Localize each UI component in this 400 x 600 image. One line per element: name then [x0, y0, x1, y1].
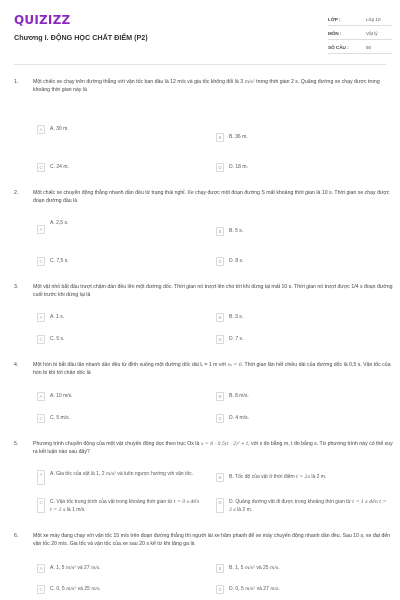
question-number: 5. — [14, 441, 19, 447]
math-expression: m/s² — [244, 80, 255, 85]
quizizz-logo: QUIZIZZ — [14, 13, 71, 27]
worksheet-meta — [328, 14, 392, 56]
question-text: Một chiếc xe chạy trên đường thẳng với vận tốc ban đầu là 12 m/s và gia tốc không đổi là 3 m/s² trong thời gian 2 s. Quãng đường xe chạy được trong khoảng thời gian này là — [33, 79, 380, 93]
meta-label: LỚP : — [328, 17, 341, 22]
question-number: 6. — [14, 533, 19, 539]
math-expression: v₀ = 0 — [227, 363, 242, 368]
question-number: 2. — [14, 190, 19, 196]
meta-row-class — [328, 14, 392, 26]
meta-value: Lớp 10 — [366, 17, 381, 22]
question-text: Một xe máy đang chạy với vận tốc 15 m/s trên đoạn đường thẳng thì người lái xe hãm phanh để xe máy chuyển động nhanh dần đều. Sau 10 s, xe đạt đến vận tốc 20 m/s. Gia tốc và vận tốc của xe sau 20 s kể từ khi tăng ga là — [33, 533, 391, 547]
question-text: Phương trình chuyển động của một vật chuyển động dọc theo trục Ox là x = 8 - 0,5(t - 2)² + t, với x đo bằng m, t đo bằng s. Từ phương trình này có thể suy ra kết luận nào sau đây? — [33, 441, 393, 455]
question-text: Một vật nhỏ bắt đầu trượt chậm dần đều lên một đường dốc. Thời gian nó trượt lên cho tới khi dừng lại mất 10 s. Thời gian nó trượt được 1/4 s đoạn đường cuối trước khi dừng lại là — [33, 284, 393, 298]
header-divider — [14, 64, 386, 65]
page-title: Chương I. ĐỘNG HỌC CHẤT ĐIỂM (P2) — [14, 33, 148, 42]
question-text: Một chiếc xe chuyển động thẳng nhanh dần đều từ trạng thái nghỉ. Xe chạy được một đoạn đường S mất khoảng thời gian là 10 s. Thời gian xe chạy được đoạn đường đầu là — [33, 190, 390, 204]
question-text: Một hòn bi bắt đầu lăn nhanh dần đều từ đỉnh xuống một đường dốc dài L = 1 m với v₀ = 0. Thời gian lăn hết chiều dài của đường dốc là 0,5 s. Vận tốc của hòn bi khi tới chân dốc là — [33, 362, 391, 376]
worksheet-header — [0, 0, 400, 62]
meta-label: MÔN : — [328, 31, 342, 36]
math-expression: x = 8 - 0,5(t - 2)² + t — [200, 442, 249, 447]
meta-row-subject — [328, 28, 392, 40]
question-number: 4. — [14, 362, 19, 368]
meta-row-count — [328, 42, 392, 54]
question-number: 1. — [14, 79, 19, 85]
meta-value: 50 — [366, 45, 372, 50]
question-number: 3. — [14, 284, 19, 290]
meta-label: SỐ CÂU : — [328, 45, 349, 50]
meta-value: Vật lý — [366, 31, 378, 36]
